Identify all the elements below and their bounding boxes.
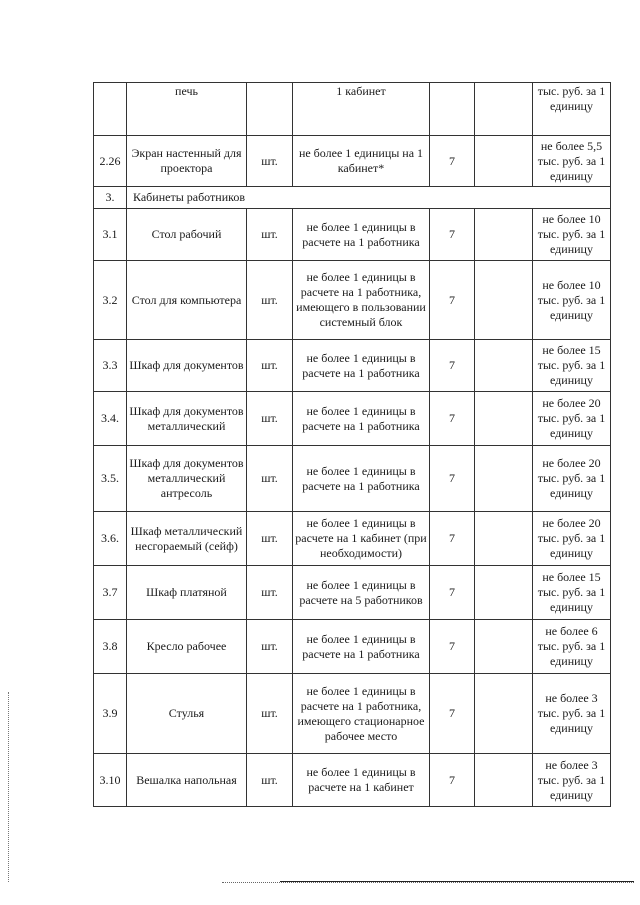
cell-unit: шт. [247, 392, 293, 446]
cell-unit: шт. [247, 446, 293, 512]
cell-blank [475, 620, 533, 674]
cell-blank [475, 136, 533, 187]
cell-unit: шт. [247, 209, 293, 261]
cell-num: 2.26 [94, 136, 127, 187]
section-row [94, 187, 611, 209]
cell-qty: не более 1 единицы в расчете на 1 работника [293, 392, 430, 446]
cell-blank [475, 674, 533, 754]
cell-term: 7 [430, 340, 475, 392]
cell-qty: не более 1 единицы в расчете на 1 работника, имеющего стационарное рабочее место [293, 674, 430, 754]
cell-term: 7 [430, 620, 475, 674]
cell-term: 7 [430, 566, 475, 620]
cell-term: 7 [430, 136, 475, 187]
cell-blank [475, 566, 533, 620]
cell-qty: 1 кабинет [293, 83, 430, 136]
cell-term: 7 [430, 392, 475, 446]
cell-name: Стол для компьютера [127, 261, 247, 340]
table-row [94, 620, 611, 674]
cell-name: Шкаф для документов металлический антресоль [127, 446, 247, 512]
table-row [94, 392, 611, 446]
cell-term [430, 83, 475, 136]
cell-unit: шт. [247, 620, 293, 674]
table-row [94, 209, 611, 261]
cell-term: 7 [430, 512, 475, 566]
cell-name: Шкаф для документов металлический [127, 392, 247, 446]
cell-num: 3.3 [94, 340, 127, 392]
cell-qty: не более 1 единицы в расчете на 1 работника [293, 620, 430, 674]
table-row [94, 754, 611, 807]
scan-artifact-bottom [222, 882, 634, 883]
cell-num: 3.9 [94, 674, 127, 754]
cell-blank [475, 340, 533, 392]
cell-num [94, 83, 127, 136]
section-num: 3. [94, 187, 127, 209]
table-row [94, 566, 611, 620]
table-row [94, 446, 611, 512]
cell-num: 3.7 [94, 566, 127, 620]
cell-blank [475, 209, 533, 261]
cell-price: не более 10 тыс. руб. за 1 единицу [533, 261, 611, 340]
cell-price: не более 3 тыс. руб. за 1 единицу [533, 754, 611, 807]
cell-term: 7 [430, 261, 475, 340]
cell-qty: не более 1 единицы в расчете на 1 работника [293, 446, 430, 512]
cell-name: Шкаф платяной [127, 566, 247, 620]
cell-blank [475, 261, 533, 340]
cell-price: не более 10 тыс. руб. за 1 единицу [533, 209, 611, 261]
cell-price: тыс. руб. за 1 единицу [533, 83, 611, 136]
cell-num: 3.10 [94, 754, 127, 807]
cell-qty: не более 1 единицы в расчете на 1 кабинет (при необходимости) [293, 512, 430, 566]
table-row [94, 674, 611, 754]
scan-artifact-left [8, 692, 10, 882]
cell-num: 3.4. [94, 392, 127, 446]
section-title: Кабинеты работников [127, 187, 611, 209]
cell-term: 7 [430, 209, 475, 261]
cell-name: Шкаф металлический несгораемый (сейф) [127, 512, 247, 566]
table-row [94, 340, 611, 392]
cell-qty: не более 1 единицы в расчете на 1 работника [293, 340, 430, 392]
scan-artifact-bottom-line [280, 881, 634, 882]
cell-num: 3.6. [94, 512, 127, 566]
table-row [94, 261, 611, 340]
cell-blank [475, 392, 533, 446]
cell-num: 3.8 [94, 620, 127, 674]
cell-num: 3.2 [94, 261, 127, 340]
cell-blank [475, 512, 533, 566]
cell-price: не более 20 тыс. руб. за 1 единицу [533, 512, 611, 566]
cell-unit: шт. [247, 340, 293, 392]
cell-name: Экран настенный для проектора [127, 136, 247, 187]
cell-qty: не более 1 единицы в расчете на 5 работников [293, 566, 430, 620]
cell-unit: шт. [247, 566, 293, 620]
cell-term: 7 [430, 446, 475, 512]
cell-price: не более 5,5 тыс. руб. за 1 единицу [533, 136, 611, 187]
cell-price: не более 20 тыс. руб. за 1 единицу [533, 392, 611, 446]
cell-unit [247, 83, 293, 136]
cell-name: Стол рабочий [127, 209, 247, 261]
cell-unit: шт. [247, 136, 293, 187]
cell-unit: шт. [247, 674, 293, 754]
cell-num: 3.1 [94, 209, 127, 261]
cell-name: Кресло рабочее [127, 620, 247, 674]
table-row [94, 512, 611, 566]
cell-term: 7 [430, 754, 475, 807]
cell-qty: не более 1 единицы на 1 кабинет* [293, 136, 430, 187]
cell-unit: шт. [247, 754, 293, 807]
furniture-norms-table [93, 82, 611, 807]
cell-blank [475, 446, 533, 512]
cell-term: 7 [430, 674, 475, 754]
cell-qty: не более 1 единицы в расчете на 1 кабинет [293, 754, 430, 807]
cell-price: не более 15 тыс. руб. за 1 единицу [533, 340, 611, 392]
cell-name: Стулья [127, 674, 247, 754]
cell-price: не более 15 тыс. руб. за 1 единицу [533, 566, 611, 620]
cell-qty: не более 1 единицы в расчете на 1 работника, имеющего в пользовании системный блок [293, 261, 430, 340]
cell-qty: не более 1 единицы в расчете на 1 работника [293, 209, 430, 261]
cell-unit: шт. [247, 261, 293, 340]
table-row [94, 136, 611, 187]
table-row [94, 83, 611, 136]
cell-name: Шкаф для документов [127, 340, 247, 392]
cell-blank [475, 83, 533, 136]
cell-name: печь [127, 83, 247, 136]
cell-name: Вешалка напольная [127, 754, 247, 807]
cell-price: не более 3 тыс. руб. за 1 единицу [533, 674, 611, 754]
cell-unit: шт. [247, 512, 293, 566]
cell-price: не более 6 тыс. руб. за 1 единицу [533, 620, 611, 674]
cell-num: 3.5. [94, 446, 127, 512]
cell-price: не более 20 тыс. руб. за 1 единицу [533, 446, 611, 512]
cell-blank [475, 754, 533, 807]
